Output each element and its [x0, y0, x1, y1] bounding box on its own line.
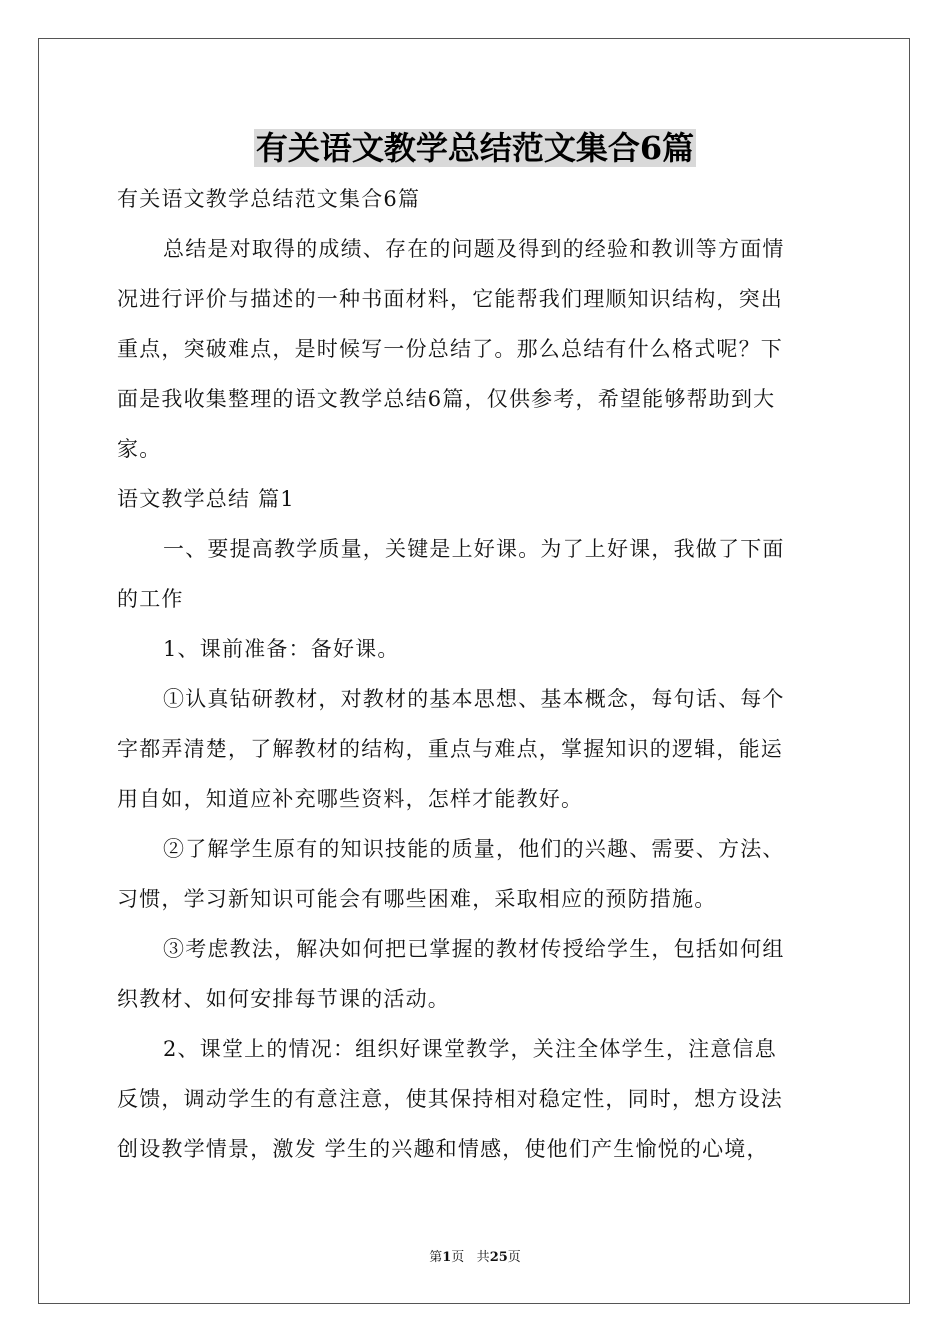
paragraph-line: 用自如，知道应补充哪些资料，怎样才能教好。	[117, 787, 584, 811]
paragraph-line: 况进行评价与描述的一种书面材料，它能帮我们理顺知识结构，突出	[117, 287, 783, 311]
paragraph-line: 创设教学情景，激发 学生的兴趣和情感，使他们产生愉悦的心境，	[117, 1137, 769, 1161]
paragraph-line: 2、课堂上的情况：组织好课堂教学，关注全体学生，注意信息	[163, 1037, 777, 1061]
total-pages: 25	[489, 1250, 508, 1265]
paragraph-line: 织教材、如何安排每节课的活动。	[117, 987, 450, 1011]
paragraph-line: ②了解学生原有的知识技能的质量，他们的兴趣、需要、方法、	[163, 837, 785, 861]
page-suffix: 页	[451, 1250, 465, 1265]
paragraph-line: 习惯，学习新知识可能会有哪些困难，采取相应的预防措施。	[117, 887, 717, 911]
paragraph-line: 总结是对取得的成绩、存在的问题及得到的经验和教训等方面情	[163, 237, 785, 261]
paragraph-line: 重点，突破难点，是时候写一份总结了。那么总结有什么格式呢？下	[117, 337, 783, 361]
paragraph-line: 字都弄清楚，了解教材的结构，重点与难点，掌握知识的逻辑，能运	[117, 737, 783, 761]
paragraph-line: 家。	[117, 437, 162, 461]
paragraph-line: 反馈，调动学生的有意注意，使其保持相对稳定性，同时，想方设法	[117, 1087, 783, 1111]
document-title	[0, 120, 950, 176]
paragraph-line: 一、要提高教学质量，关键是上好课。为了上好课，我做了下面	[163, 537, 785, 561]
page-prefix: 第	[429, 1250, 443, 1265]
paragraph-line: 面是我收集整理的语文教学总结6篇，仅供参考，希望能够帮助到大	[117, 387, 776, 411]
document-title-text: 有关语文教学总结范文集合6篇	[255, 129, 695, 167]
page-footer	[0, 1246, 950, 1265]
paragraph-line: ①认真钻研教材，对教材的基本思想、基本概念，每句话、每个	[163, 687, 785, 711]
total-suffix: 页	[507, 1250, 521, 1265]
page-number: 1	[442, 1250, 452, 1265]
total-prefix: 共	[476, 1250, 490, 1265]
subtitle-line: 有关语文教学总结范文集合6篇	[117, 187, 421, 211]
paragraph-line: 1、课前准备：备好课。	[163, 637, 400, 661]
paragraph-line: ③考虑教法，解决如何把已掌握的教材传授给学生，包括如何组	[163, 937, 785, 961]
section-heading: 语文教学总结 篇1	[117, 487, 295, 511]
paragraph-line: 的工作	[117, 587, 184, 611]
